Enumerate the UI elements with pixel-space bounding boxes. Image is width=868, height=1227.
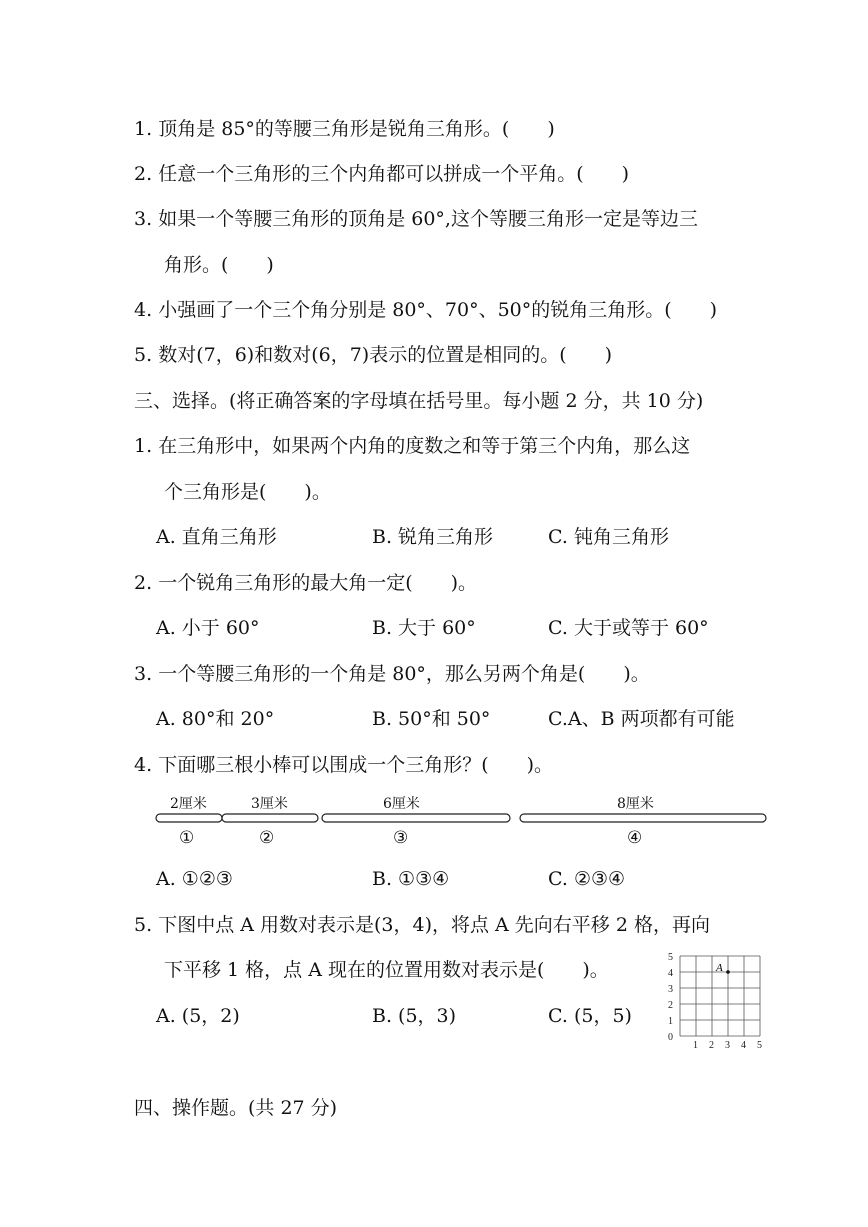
- choice-3: [134, 661, 650, 687]
- grid-y-tick: 2: [668, 1000, 673, 1011]
- section-3-title: 三、选择。(将正确答案的字母填在括号里。每小题 2 分，共 10 分): [134, 390, 704, 412]
- choice-4-option-a: A. ①②③: [156, 868, 233, 890]
- section-4-title: 四、操作题。(共 27 分): [134, 1097, 338, 1119]
- judge-2-text: 任意一个三角形的三个内角都可以拼成一个平角。( ): [158, 163, 630, 185]
- stick-3: [322, 814, 510, 822]
- choice-3-num: 3.: [134, 663, 153, 685]
- stick-4: [520, 814, 766, 822]
- judge-5-num: 5.: [134, 344, 153, 366]
- choice-2-num: 2.: [134, 572, 153, 594]
- choice-5: [134, 912, 710, 938]
- stick-3-number: ③: [393, 828, 409, 848]
- choice-1: [134, 433, 690, 459]
- grid-x-tick: 5: [757, 1040, 762, 1051]
- judge-5-text: 数对(7，6)和数对(6，7)表示的位置是相同的。( ): [158, 344, 613, 366]
- grid-x-tick: 2: [709, 1040, 714, 1051]
- choice-2-option-a: A. 小于 60°: [156, 617, 260, 639]
- grid-y-tick: 0: [668, 1032, 673, 1043]
- point-a-label: A: [716, 962, 723, 974]
- choice-2-option-b: B. 大于 60°: [372, 617, 476, 639]
- judge-3-num: 3.: [134, 208, 153, 230]
- stick-1-number: ①: [179, 828, 195, 848]
- choice-4-num: 4.: [134, 754, 153, 776]
- choice-5-num: 5.: [134, 914, 153, 936]
- choice-5-cont: 下平移 1 格，点 A 现在的位置用数对表示是( )。: [164, 959, 609, 981]
- choice-1-option-a: A. 直角三角形: [156, 526, 277, 548]
- stick-4-label: 8厘米: [617, 796, 654, 812]
- grid-x-tick: 4: [741, 1040, 746, 1051]
- judge-1-text: 顶角是 85°的等腰三角形是锐角三角形。( ): [158, 118, 555, 140]
- choice-2-text: 一个锐角三角形的最大角一定( )。: [158, 572, 478, 594]
- stick-2-number: ②: [259, 828, 275, 848]
- choice-5-option-b: B. (5，3): [372, 1005, 457, 1027]
- sticks-figure: [150, 810, 772, 830]
- choice-1-text: 在三角形中，如果两个内角的度数之和等于第三个内角，那么这: [158, 435, 691, 457]
- choice-4: [134, 752, 553, 778]
- judge-2-num: 2.: [134, 163, 153, 185]
- choice-3-option-c: C.A、B 两项都有可能: [548, 708, 735, 730]
- choice-2-option-c: C. 大于或等于 60°: [548, 617, 709, 639]
- choice-2: [134, 570, 477, 596]
- judge-5: [134, 342, 612, 368]
- choice-5-option-c: C. (5，5): [548, 1005, 632, 1027]
- grid-x-tick: 1: [693, 1040, 698, 1051]
- choice-4-option-b: B. ①③④: [372, 868, 450, 890]
- grid-y-tick: 3: [668, 984, 673, 995]
- stick-4-number: ④: [627, 828, 643, 848]
- choice-4-option-c: C. ②③④: [548, 868, 626, 890]
- choice-1-option-c: C. 钝角三角形: [548, 526, 669, 548]
- judge-1-num: 1.: [134, 118, 153, 140]
- choice-3-option-b: B. 50°和 50°: [372, 708, 491, 730]
- judge-4-num: 4.: [134, 299, 153, 321]
- judge-3: [134, 206, 698, 232]
- grid-y-tick: 4: [668, 968, 673, 979]
- choice-1-option-b: B. 锐角三角形: [372, 526, 494, 548]
- grid-y-tick: 5: [668, 952, 673, 963]
- judge-4-text: 小强画了一个三个角分别是 80°、70°、50°的锐角三角形。( ): [158, 299, 718, 321]
- grid-x-tick: 3: [725, 1040, 730, 1051]
- stick-1: [156, 814, 222, 822]
- choice-1-cont: 个三角形是( )。: [164, 481, 331, 503]
- judge-3-cont: 角形。( ): [164, 254, 274, 276]
- judge-4: [134, 297, 717, 323]
- choice-4-text: 下面哪三根小棒可以围成一个三角形？( )。: [158, 754, 554, 776]
- grid-y-tick: 1: [668, 1016, 673, 1027]
- choice-1-num: 1.: [134, 435, 153, 457]
- choice-3-option-a: A. 80°和 20°: [156, 708, 275, 730]
- choice-3-text: 一个等腰三角形的一个角是 80°，那么另两个角是( )。: [158, 663, 650, 685]
- judge-1: [134, 116, 555, 142]
- point-a: [726, 970, 730, 974]
- stick-3-label: 6厘米: [383, 796, 420, 812]
- choice-5-option-a: A. (5，2): [156, 1005, 240, 1027]
- stick-1-label: 2厘米: [170, 796, 207, 812]
- stick-2: [222, 814, 318, 822]
- judge-3-text: 如果一个等腰三角形的顶角是 60°,这个等腰三角形一定是等边三: [158, 208, 698, 230]
- coordinate-grid: [662, 948, 764, 1052]
- stick-2-label: 3厘米: [251, 796, 288, 812]
- choice-5-text: 下图中点 A 用数对表示是(3，4)，将点 A 先向右平移 2 格，再向: [158, 914, 710, 936]
- judge-2: [134, 161, 629, 187]
